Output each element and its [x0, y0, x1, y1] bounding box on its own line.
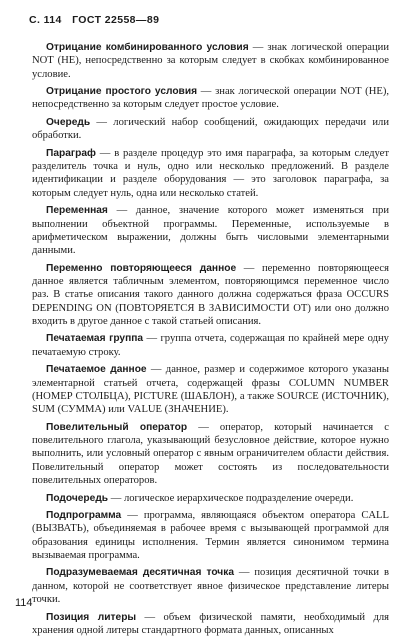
glossary-entry [32, 41, 389, 81]
entry-definition: — объем физической памяти, необходимый для хранения одной литеры стандартного формата данных, описанных [32, 611, 389, 636]
entry-definition: — группа отчета, содержащая по крайней мере одну печатаемую строку. [32, 333, 389, 358]
glossary-entry [32, 611, 389, 638]
entry-definition: — знак логической операции NOT (НЕ), непосредственно за которым следует простое условие. [32, 86, 390, 111]
standard-designation: ГОСТ 22558—89 [72, 14, 160, 26]
entry-definition: — программа, являющаяся объектом оператора CALL (ВЫЗВАТЬ), объединяемая в рабочее время с вызывающей программой для образования единицы исполнения. Термин является синонимом термина вызываемая программа. [32, 509, 389, 561]
entry-definition: — данное, значение которого может изменяться при выполнении объектной программы. Переменные, используемые в арифметическом выражении, должны быть числовыми элементарными данными. [32, 205, 389, 257]
glossary-entry [32, 509, 389, 562]
entry-definition: — в разделе процедур это имя параграфа, за которым следует разделитель точка и нуль, одно или несколько предложений. В разделе идентификации и разделе оборудования — это заголовок параграфа, за которым следует нуль, одна или несколько статей. [32, 147, 389, 199]
glossary-entry [32, 492, 389, 505]
entry-term: Печатаемое данное [46, 364, 147, 376]
entry-term: Повелительный оператор [46, 421, 188, 433]
entry-term: Параграф [46, 147, 96, 159]
entry-definition: — позиция десятичной точки в данном, которой не соответствует явное физическое представление литеры точки. [32, 567, 389, 606]
glossary-entry [32, 116, 389, 143]
entry-definition: — знак логической операции NOT (НЕ), непосредственно за которым следует в скобках комбинированное условие. [32, 42, 389, 80]
entry-term: Печатаемая группа [46, 333, 144, 345]
entry-term: Переменная [46, 205, 108, 217]
glossary-content [32, 41, 389, 641]
glossary-entry [32, 566, 389, 606]
page-number: 114 [15, 597, 33, 609]
glossary-entry [32, 147, 389, 200]
entry-term: Подпрограмма [46, 509, 122, 521]
entry-definition: — логический набор сообщений, ожидающих передачи или обработки. [32, 116, 389, 142]
glossary-entry [32, 363, 389, 416]
entry-definition: — логическое иерархическое подразделение очереди. [108, 492, 354, 504]
entry-definition: — данное, размер и содержимое которого указаны элементарной статьей отчета, содержащей фразы COLUMN NUMBER (НОМЕР СТОЛБЦА), PICTURE (ШАБЛОН), а также SOURCE (ИСТОЧНИК), SUM (СУММА) или VALUE (ЗНАЧЕНИЕ). [32, 364, 389, 416]
entry-term: Отрицание простого условия [46, 86, 198, 98]
entry-term: Подочередь [46, 492, 109, 504]
entry-term: Отрицание комбинированного условия [46, 42, 249, 53]
entry-term: Подразумеваемая десятичная точка [46, 567, 234, 579]
page-header [29, 14, 166, 26]
entry-definition: — переменно повторяющееся данное является табличным элементом, повторяющимся переменное число раз. В статье описания такого данного должна содержаться фраза OCCURS DEPENDING ON (ПОВТОРЯЕТСЯ В ЗАВИСИМОСТИ ОТ) или оно должно входить в другое данное с такой статьей описания. [32, 262, 389, 327]
entry-definition: — оператор, который начинается с повелительного глагола, указывающий безусловное действие, которое нужно выполнить, или условный оператор с явным ограничителем области действия. Повелительный оператор может состоять из последовательности повелительных операторов. [32, 421, 389, 487]
page-label: С. 114 [29, 14, 62, 26]
glossary-entry [32, 332, 389, 359]
glossary-entry [32, 85, 389, 112]
glossary-entry [32, 421, 389, 488]
glossary-entry [32, 262, 389, 329]
entry-term: Очередь [46, 116, 91, 128]
entry-term: Переменно повторяющееся данное [46, 262, 237, 274]
glossary-entry [32, 204, 389, 257]
entry-term: Позиция литеры [46, 611, 137, 623]
